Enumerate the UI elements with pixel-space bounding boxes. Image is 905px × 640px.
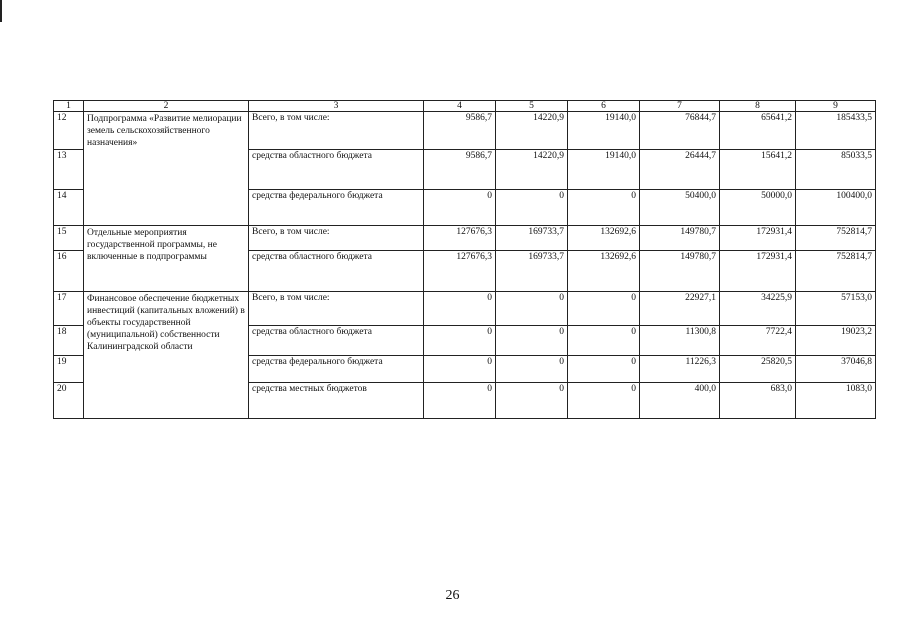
- value-cell: 127676,3: [424, 251, 496, 292]
- value-cell: 0: [424, 356, 496, 383]
- value-cell: 149780,7: [640, 251, 720, 292]
- value-cell: 0: [568, 292, 640, 326]
- col-header-4: 4: [424, 101, 496, 112]
- value-cell: 683,0: [720, 383, 796, 419]
- row-number: 12: [54, 112, 84, 150]
- value-cell: 169733,7: [496, 251, 568, 292]
- value-cell: 0: [568, 326, 640, 356]
- value-cell: 14220,9: [496, 112, 568, 150]
- row-number: 15: [54, 226, 84, 251]
- scan-edge-mark: [0, 0, 2, 22]
- row-number: 19: [54, 356, 84, 383]
- value-cell: 0: [424, 190, 496, 226]
- row-number: 13: [54, 150, 84, 190]
- col-header-5: 5: [496, 101, 568, 112]
- value-cell: 0: [496, 190, 568, 226]
- funding-source: средства федерального бюджета: [249, 356, 424, 383]
- page-number: 26: [445, 588, 460, 603]
- table-row: [54, 112, 876, 150]
- value-cell: 0: [568, 356, 640, 383]
- value-cell: 50000,0: [720, 190, 796, 226]
- value-cell: 100400,0: [796, 190, 876, 226]
- value-cell: 11300,8: [640, 326, 720, 356]
- value-cell: 7722,4: [720, 326, 796, 356]
- value-cell: 132692,6: [568, 226, 640, 251]
- row-number: 18: [54, 326, 84, 356]
- value-cell: 34225,9: [720, 292, 796, 326]
- value-cell: 19023,2: [796, 326, 876, 356]
- value-cell: 0: [568, 383, 640, 419]
- program-name: Финансовое обеспечение бюджетных инвестиций (капитальных вложений) в объекты государственной (муниципальной) собственности Калининградской области: [84, 292, 249, 419]
- col-header-3: 3: [249, 101, 424, 112]
- value-cell: 1083,0: [796, 383, 876, 419]
- value-cell: 0: [496, 326, 568, 356]
- col-header-9: 9: [796, 101, 876, 112]
- funding-source: средства областного бюджета: [249, 251, 424, 292]
- value-cell: 132692,6: [568, 251, 640, 292]
- value-cell: 76844,7: [640, 112, 720, 150]
- value-cell: 50400,0: [640, 190, 720, 226]
- budget-table: [53, 100, 876, 419]
- value-cell: 0: [424, 292, 496, 326]
- row-number: 14: [54, 190, 84, 226]
- value-cell: 400,0: [640, 383, 720, 419]
- value-cell: 752814,7: [796, 251, 876, 292]
- value-cell: 9586,7: [424, 112, 496, 150]
- table-row: [54, 226, 876, 251]
- value-cell: 0: [424, 326, 496, 356]
- value-cell: 19140,0: [568, 150, 640, 190]
- value-cell: 14220,9: [496, 150, 568, 190]
- value-cell: 25820,5: [720, 356, 796, 383]
- funding-source: средства федерального бюджета: [249, 190, 424, 226]
- program-name: Отдельные мероприятия государственной программы, не включенные в подпрограммы: [84, 226, 249, 292]
- value-cell: 172931,4: [720, 251, 796, 292]
- row-number: 17: [54, 292, 84, 326]
- col-header-7: 7: [640, 101, 720, 112]
- table-row: [54, 292, 876, 326]
- column-numbers-row: [54, 101, 876, 112]
- col-header-6: 6: [568, 101, 640, 112]
- value-cell: 65641,2: [720, 112, 796, 150]
- value-cell: 57153,0: [796, 292, 876, 326]
- funding-source: средства областного бюджета: [249, 150, 424, 190]
- value-cell: 9586,7: [424, 150, 496, 190]
- col-header-8: 8: [720, 101, 796, 112]
- value-cell: 752814,7: [796, 226, 876, 251]
- value-cell: 15641,2: [720, 150, 796, 190]
- value-cell: 11226,3: [640, 356, 720, 383]
- col-header-2: 2: [84, 101, 249, 112]
- funding-source: средства областного бюджета: [249, 326, 424, 356]
- value-cell: 22927,1: [640, 292, 720, 326]
- funding-source: средства местных бюджетов: [249, 383, 424, 419]
- value-cell: 149780,7: [640, 226, 720, 251]
- value-cell: 169733,7: [496, 226, 568, 251]
- funding-source: Всего, в том числе:: [249, 112, 424, 150]
- value-cell: 37046,8: [796, 356, 876, 383]
- row-number: 16: [54, 251, 84, 292]
- value-cell: 0: [568, 190, 640, 226]
- value-cell: 172931,4: [720, 226, 796, 251]
- funding-source: Всего, в том числе:: [249, 292, 424, 326]
- value-cell: 0: [496, 383, 568, 419]
- value-cell: 185433,5: [796, 112, 876, 150]
- value-cell: 127676,3: [424, 226, 496, 251]
- value-cell: 26444,7: [640, 150, 720, 190]
- value-cell: 85033,5: [796, 150, 876, 190]
- funding-source: Всего, в том числе:: [249, 226, 424, 251]
- value-cell: 0: [496, 292, 568, 326]
- col-header-1: 1: [54, 101, 84, 112]
- value-cell: 0: [496, 356, 568, 383]
- row-number: 20: [54, 383, 84, 419]
- value-cell: 19140,0: [568, 112, 640, 150]
- program-name: Подпрограмма «Развитие мелиорации земель сельскохозяйственного назначения»: [84, 112, 249, 226]
- value-cell: 0: [424, 383, 496, 419]
